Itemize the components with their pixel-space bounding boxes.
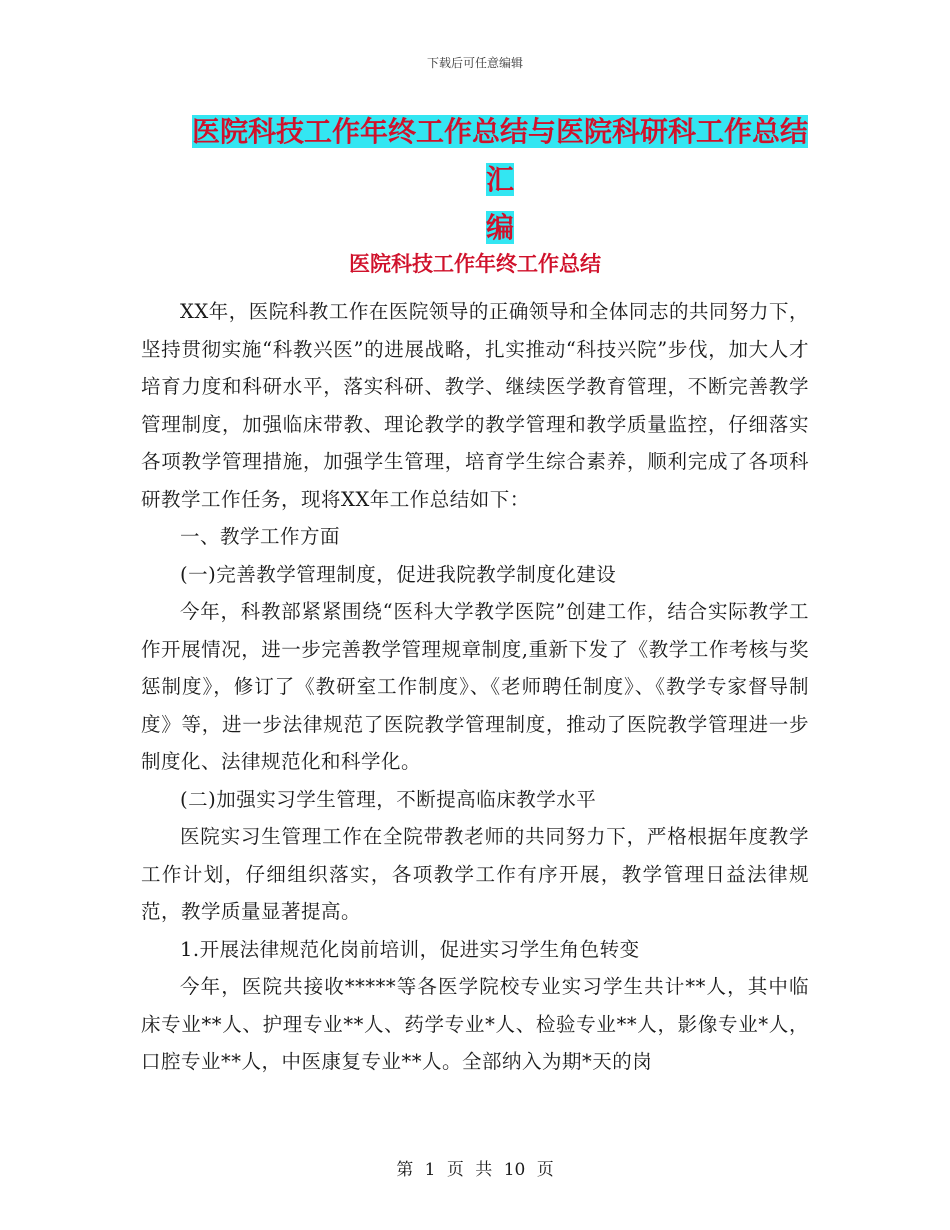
title-line-1: 医院科技工作年终工作总结与医院科研科工作总结汇 xyxy=(191,115,808,196)
paragraph-intro: XX年，医院科教工作在医院领导的正确领导和全体同志的共同努力下，坚持贯彻实施“科教兴医”的进展战略，扎实推动“科技兴院”步伐，加大人才培育力度和科研水平，落实科研、教学、继续医学教育管理，不断完善教学管理制度，加强临床带教、理论教学的教学管理和教学质量监控，仔细落实各项教学管理措施，加强学生管理，培育学生综合素养，顺利完成了各项科研教学工作任务，现将XX年工作总结如下： xyxy=(141,300,809,511)
section-title: 医院科技工作年终工作总结 xyxy=(349,252,601,276)
document-body xyxy=(141,293,809,1081)
paragraph-management-system: 今年，科教部紧紧围绕“医科大学教学医院”创建工作，结合实际教学工作开展情况，进一步完善教学管理规章制度,重新下发了《教学工作考核与奖惩制度》，修订了《教研室工作制度》、《老师聘任制度》、《教学专家督导制度》等，进一步法律规范了医院教学管理制度，推动了医院教学管理进一步制度化、法律规范化和科学化。 xyxy=(141,600,809,773)
heading-teaching-work: 一、教学工作方面 xyxy=(180,525,341,548)
paragraph-pre-job-training: 今年，医院共接收*****等各医学院校专业实习学生共计**人，其中临床专业**人、护理专业**人、药学专业*人、检验专业**人，影像专业*人，口腔专业**人，中医康复专业**人。全部纳入为期*天的岗 xyxy=(141,975,809,1073)
page-number: 第 1 页 共 10 页 xyxy=(396,1160,554,1180)
subheading-intern-management: (二)加强实习学生管理，不断提高临床教学水平 xyxy=(180,787,597,811)
subheading-management-system: (一)完善教学管理制度，促进我院教学制度化建设 xyxy=(180,562,617,586)
header-note: 下载后可任意编辑 xyxy=(426,56,523,70)
paragraph-intern-management: 医院实习生管理工作在全院带教老师的共同努力下，严格根据年度教学工作计划，仔细组织落实，各项教学工作有序开展，教学管理日益法律规范，教学质量显著提高。 xyxy=(141,825,809,923)
document-title xyxy=(190,108,810,252)
subheading-pre-job-training: 1.开展法律规范化岗前培训，促进实习学生角色转变 xyxy=(180,937,640,961)
title-line-2: 编 xyxy=(485,211,514,244)
